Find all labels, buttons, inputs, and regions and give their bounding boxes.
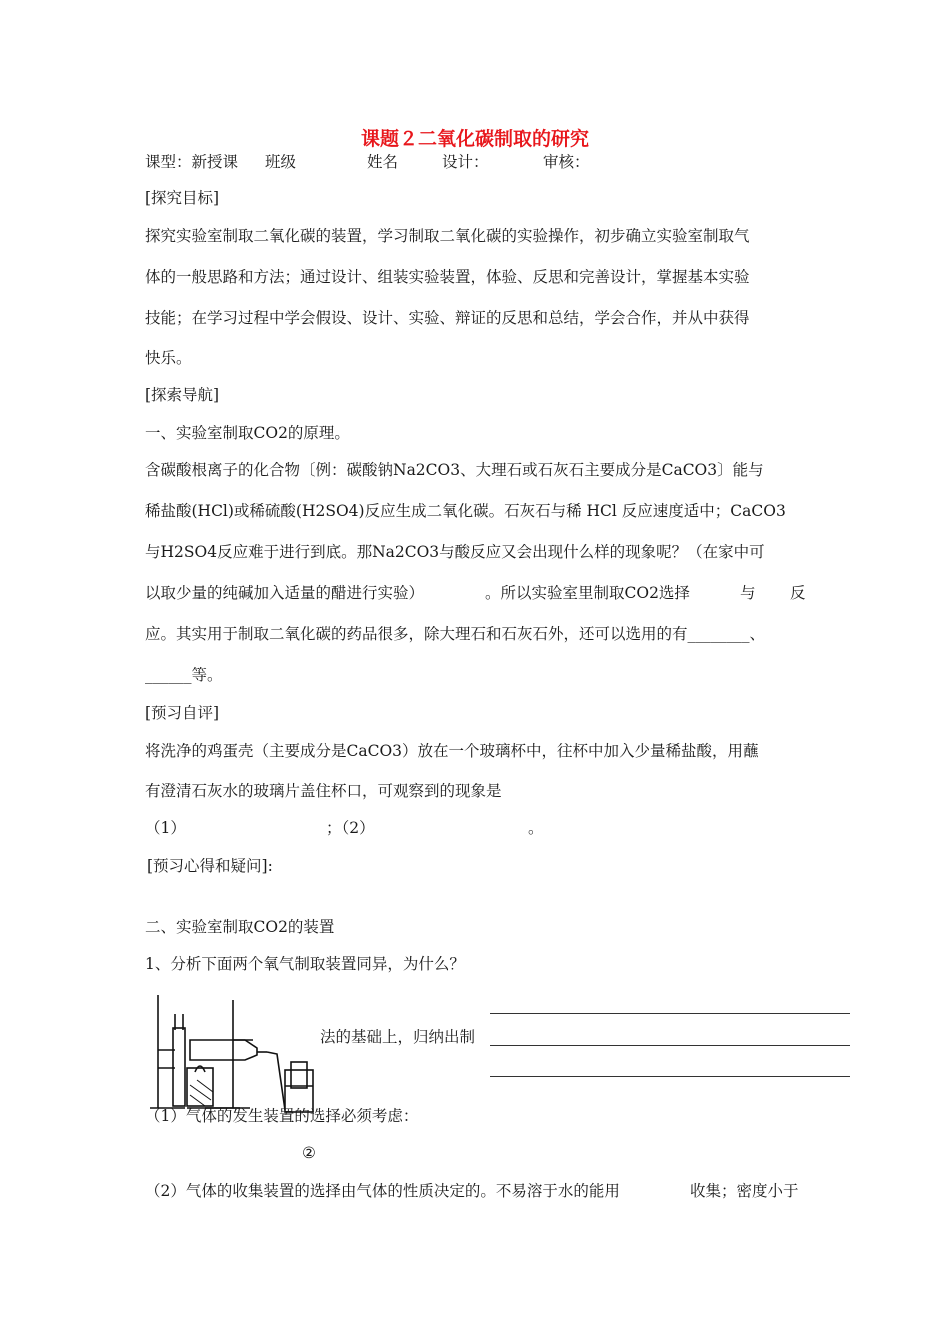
blank-2-label: ；（2） [326, 819, 375, 837]
oxygen-apparatus-figure [145, 990, 480, 1115]
nav-line-4a: 以取少量的纯碱加入适量的醋进行实验） [145, 584, 425, 602]
point-2-a: （2）气体的收集装置的选择由气体的性质决定的。不易溶于水的能用 [145, 1182, 620, 1200]
name-label: 姓名 [367, 153, 399, 171]
goal-line: 技能；在学习过程中学会假设、设计、实验、辩证的反思和总结，学会合作，并从中获得 [145, 309, 750, 327]
class-label: 班级 [265, 153, 297, 171]
answer-line [490, 1045, 850, 1046]
point-2-b: 收集；密度小于 [690, 1182, 799, 1200]
nav-line-4d: 反 [790, 584, 806, 602]
design-label: 设计： [442, 153, 489, 171]
nav-line: 含碳酸根离子的化合物〔例：碳酸钠Na2CO3、大理石或石灰石主要成分是CaCO3〕能与 [145, 461, 764, 479]
answer-line [490, 1013, 850, 1014]
goal-line: 体的一般思路和方法；通过设计、组装实验装置，体验、反思和完善设计，掌握基本实验 [145, 268, 750, 286]
preview-line: 将洗净的鸡蛋壳（主要成分是CaCO3）放在一个玻璃杯中，往杯中加入少量稀盐酸，用蘸 [145, 742, 759, 760]
nav-heading: [探索导航] [145, 386, 220, 404]
goal-heading: [探究目标] [145, 189, 220, 207]
answer-line [490, 1076, 850, 1077]
preview-heading: [预习自评] [145, 704, 220, 722]
sentence-end: 。 [528, 819, 544, 837]
nav-line-4b: 。所以实验室里制取CO2选择 [485, 584, 690, 602]
page-title: 课题２二氧化碳制取的研究 [360, 128, 589, 150]
nav-line: 稀盐酸(HCl)或稀硫酸(H2SO4)反应生成二氧化碳。石灰石与稀 HCl 反应速度适中；CaCO3 [145, 502, 786, 520]
goal-line: 快乐。 [145, 349, 192, 367]
goal-line: 探究实验室制取二氧化碳的装置，学习制取二氧化碳的实验操作，初步确立实验室制取气 [145, 227, 750, 245]
nav-line-6: ______等。 [145, 666, 223, 684]
notes-heading: [预习心得和疑问]: [147, 857, 273, 875]
question-1: 1、分析下面两个氧气制取装置同异，为什么？ [145, 955, 465, 973]
nav-line: 与H2SO4反应难于进行到底。那Na2CO3与酸反应又会出现什么样的现象呢？（在家中可 [145, 543, 765, 561]
section1-heading: 一、实验室制取CO2的原理。 [145, 424, 350, 442]
blank-1-label: （1） [145, 819, 186, 837]
preview-line: 有澄清石灰水的玻璃片盖住杯口，可观察到的现象是 [145, 782, 502, 800]
lesson-type: 课型：新授课 [145, 153, 239, 171]
circled-2: ② [302, 1144, 316, 1162]
review-label: 审核： [543, 153, 590, 171]
overlap-text: 法的基础上，归纳出制 [320, 1028, 476, 1046]
section2-heading: 二、实验室制取CO2的装置 [145, 918, 335, 936]
nav-line-4c: 与 [740, 584, 756, 602]
nav-line-5: 应。其实用于制取二氧化碳的药品很多，除大理石和石灰石外，还可以选用的有________、 [145, 625, 766, 643]
point-1: （1）气体的发生装置的选择必须考虑： [145, 1107, 419, 1125]
